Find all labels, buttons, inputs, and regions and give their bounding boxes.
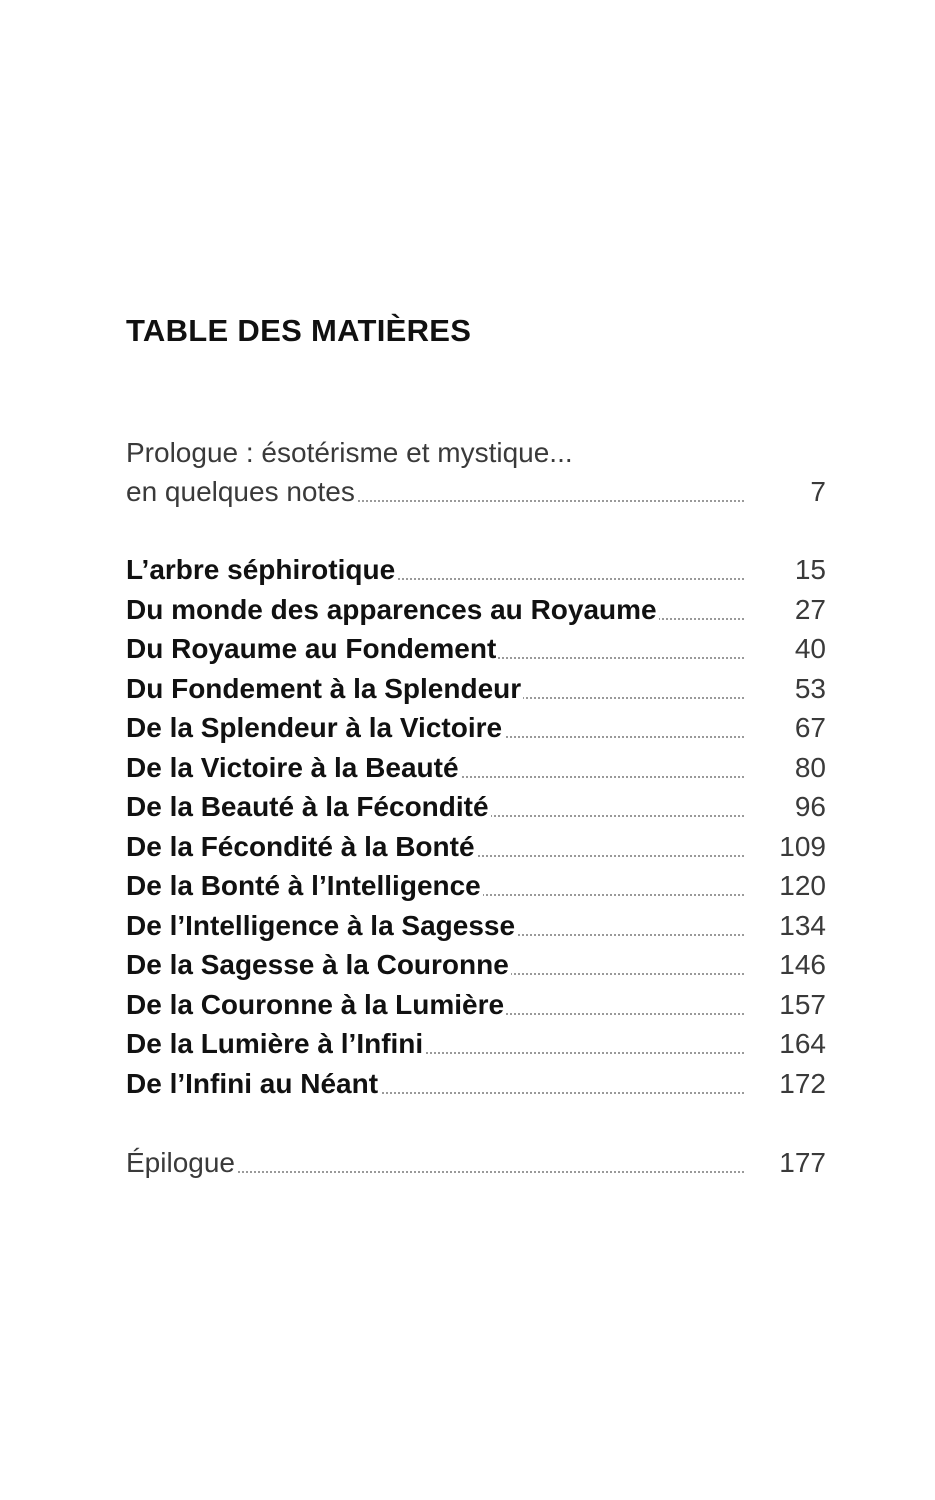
toc-entry-page: 80 <box>794 752 826 783</box>
toc-entry-chapter[interactable] <box>126 987 826 1027</box>
toc-entry-label: en quelques notes <box>126 476 355 507</box>
toc-entry-page: 109 <box>779 831 826 862</box>
toc-entry-chapter[interactable] <box>126 947 826 987</box>
toc-entry-label: De la Splendeur à la Victoire <box>126 712 503 743</box>
toc-entry-chapter[interactable] <box>126 710 826 750</box>
toc-entry-page: 172 <box>779 1068 826 1099</box>
toc-entry-label: De la Sagesse à la Couronne <box>126 949 509 980</box>
prologue-title-line1: Prologue : ésotérisme et mystique... <box>126 437 573 468</box>
toc-entry-label: De la Beauté à la Fécondité <box>126 791 489 822</box>
toc-entry-label: De l’Infini au Néant <box>126 1068 379 1099</box>
toc-entry-label: De la Lumière à l’Infini <box>126 1028 424 1059</box>
toc-entry-page: 120 <box>779 870 826 901</box>
toc-entry-chapter[interactable] <box>126 829 826 869</box>
toc-entry-chapter[interactable] <box>126 908 826 948</box>
toc-entry-chapter[interactable] <box>126 1066 826 1106</box>
toc-entry-page: 177 <box>779 1147 826 1178</box>
toc-entry-label: L’arbre séphirotique <box>126 554 396 585</box>
toc-entry-label: Du Royaume au Fondement <box>126 633 497 664</box>
toc-entry-chapter[interactable] <box>126 750 826 790</box>
toc-entry-page: 27 <box>794 594 826 625</box>
toc-entry-page: 157 <box>779 989 826 1020</box>
toc-entry-page: 96 <box>794 791 826 822</box>
toc-entry-chapter[interactable] <box>126 552 826 592</box>
toc-entry-chapter[interactable] <box>126 868 826 908</box>
toc-title: TABLE DES MATIÈRES <box>126 313 472 348</box>
toc-entry-chapter[interactable] <box>126 671 826 711</box>
toc-entry-label: Du Fondement à la Splendeur <box>126 673 522 704</box>
toc-entry-page: 164 <box>779 1028 826 1059</box>
toc-entry-page: 15 <box>794 554 826 585</box>
toc-entry-page: 40 <box>794 633 826 664</box>
toc-entry-label: Épilogue <box>126 1147 235 1178</box>
toc-entry-chapter[interactable] <box>126 789 826 829</box>
toc-entry-chapter[interactable] <box>126 592 826 632</box>
toc-entry-label: De la Fécondité à la Bonté <box>126 831 475 862</box>
toc-entry-label: De la Bonté à l’Intelligence <box>126 870 481 901</box>
toc-entry-label: Du monde des apparences au Royaume <box>126 594 657 625</box>
toc-entry-epilogue[interactable] <box>126 1145 826 1185</box>
toc-entry-page: 134 <box>779 910 826 941</box>
toc-entry-label: De l’Intelligence à la Sagesse <box>126 910 516 941</box>
toc-entry-label: De la Victoire à la Beauté <box>126 752 459 783</box>
toc-entry-chapter[interactable] <box>126 1026 826 1066</box>
toc-entry-label: De la Couronne à la Lumière <box>126 989 505 1020</box>
toc-entry-page: 7 <box>810 476 826 507</box>
toc-entry-prologue[interactable] <box>126 474 826 514</box>
toc-entry-page: 53 <box>794 673 826 704</box>
toc-entry-page: 67 <box>794 712 826 743</box>
toc-entry-chapter[interactable] <box>126 631 826 671</box>
toc-entry-page: 146 <box>779 949 826 980</box>
